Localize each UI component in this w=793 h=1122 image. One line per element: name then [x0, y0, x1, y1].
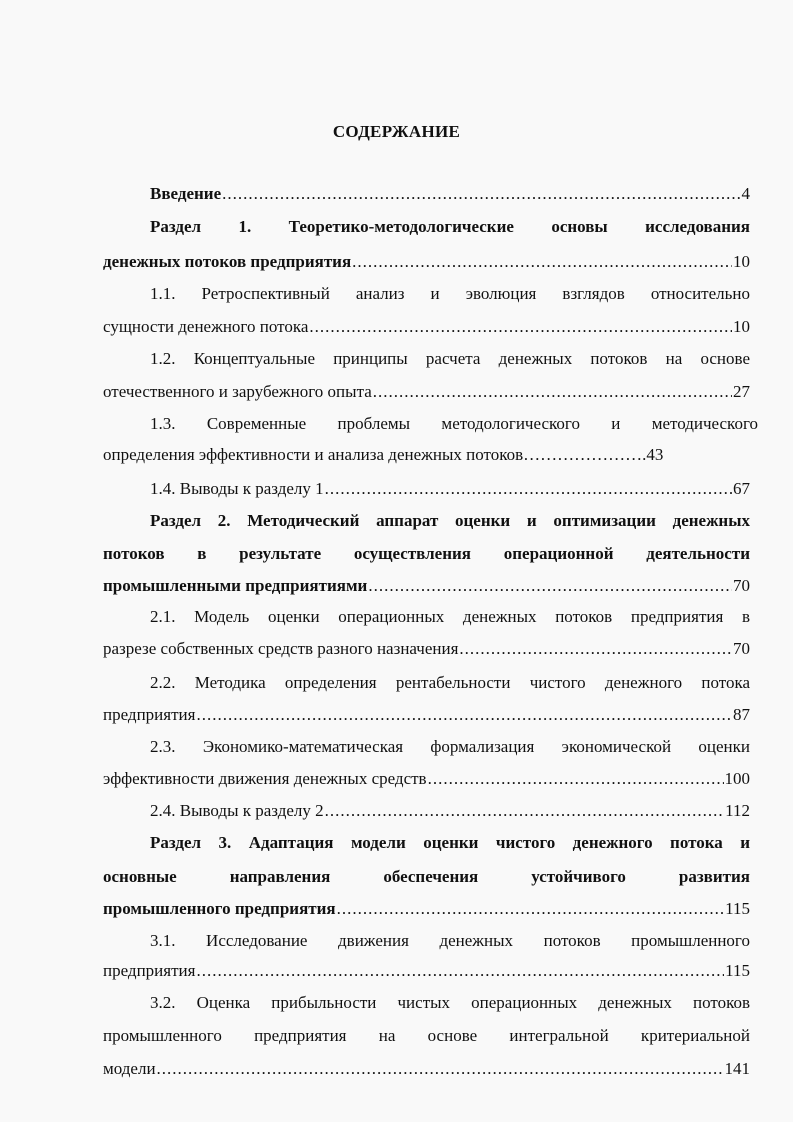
toc-page-number: 10 [733, 317, 750, 336]
toc-page-number: 67 [733, 479, 750, 498]
toc-page-number: 27 [733, 382, 750, 401]
toc-entry-section-1-line-2[interactable] [103, 251, 750, 273]
toc-leader-dots [368, 575, 732, 597]
toc-leader-dots [196, 704, 732, 726]
toc-page-number: 87 [733, 705, 750, 724]
toc-entry-section-1-line-1[interactable]: Раздел 1. Теоретико-методологические основы исследования [150, 217, 750, 236]
toc-entry-text: предприятия [103, 705, 196, 724]
toc-entry-section-2-line-2[interactable]: потоков в результате осуществления операционной деятельности [103, 544, 750, 563]
toc-leader-dots [325, 478, 732, 500]
toc-entry-1-1-line-1[interactable]: 1.1. Ретроспективный анализ и эволюция взглядов относительно [150, 284, 750, 303]
toc-entry-3-2-line-2[interactable]: промышленного предприятия на основе интегральной критериальной [103, 1026, 750, 1045]
toc-entry-text: модели [103, 1059, 156, 1078]
toc-entry-text: денежных потоков предприятия [103, 252, 352, 271]
toc-entry-text: промышленными предприятиями [103, 576, 368, 595]
toc-entry-1-2-line-2[interactable] [103, 381, 750, 403]
toc-leader-dots [428, 768, 724, 790]
toc-page-number: 70 [733, 576, 750, 595]
toc-page-number: 4 [741, 184, 750, 203]
toc-entry-2-2-line-2[interactable] [103, 704, 750, 726]
toc-page-number: 115 [725, 899, 750, 918]
toc-entry-2-4[interactable] [103, 800, 750, 822]
toc-entry-1-1-line-2[interactable] [103, 316, 750, 338]
toc-entry-section-3-line-3[interactable] [103, 898, 750, 920]
toc-entry-1-4[interactable] [103, 478, 750, 500]
toc-entry-2-3-line-1[interactable]: 2.3. Экономико-математическая формализация экономической оценки [150, 737, 750, 756]
toc-entry-text: отечественного и зарубежного опыта [103, 382, 372, 401]
toc-entry-text: 2.4. Выводы к разделу 2 [150, 801, 324, 820]
toc-entry-text: сущности денежного потока [103, 317, 309, 336]
toc-entry-2-2-line-1[interactable]: 2.2. Методика определения рентабельности чистого денежного потока [150, 673, 750, 692]
toc-leader-dots [309, 316, 732, 338]
toc-leader-dots [325, 800, 724, 822]
toc-leader-dots [157, 1058, 724, 1080]
toc-entry-1-3-line-1[interactable]: 1.3. Современные проблемы методологического и методического [150, 414, 758, 433]
toc-entry-text: предприятия [103, 961, 196, 980]
toc-page-number: 43 [646, 445, 664, 464]
toc-entry-text: 1.4. Выводы к разделу 1 [150, 479, 324, 498]
toc-leader-dots [196, 960, 724, 982]
toc-entry-text: Введение [150, 184, 222, 203]
toc-entry-section-3-line-1[interactable]: Раздел 3. Адаптация модели оценки чистого денежного потока и [150, 833, 750, 852]
toc-entry-text: определения эффективности и анализа денежных потоков…………………. [103, 445, 647, 464]
toc-leader-dots [222, 183, 740, 205]
toc-page-number: 70 [733, 639, 750, 658]
toc-entry-text: эффективности движения денежных средств [103, 769, 427, 788]
toc-page-number: 100 [724, 769, 750, 788]
toc-entry-1-2-line-1[interactable]: 1.2. Концептуальные принципы расчета денежных потоков на основе [150, 349, 750, 368]
toc-page-number: 141 [724, 1059, 750, 1078]
toc-entry-section-2-line-1[interactable]: Раздел 2. Методический аппарат оценки и оптимизации денежных [150, 511, 750, 530]
toc-entry-text: промышленного предприятия [103, 899, 336, 918]
toc-entry-3-1-line-2[interactable] [103, 960, 750, 982]
toc-entry-2-1-line-2[interactable] [103, 638, 750, 660]
toc-leader-dots [459, 638, 732, 660]
toc-page-number: 115 [725, 961, 750, 980]
toc-entry-text: разрезе собственных средств разного назначения [103, 639, 459, 658]
toc-leader-dots [352, 251, 732, 273]
toc-page-number: 112 [725, 801, 750, 820]
toc-leader-dots [373, 381, 732, 403]
toc-leader-dots [337, 898, 725, 920]
toc-entry-3-2-line-3[interactable] [103, 1058, 750, 1080]
toc-entry-1-3-line-2[interactable] [103, 444, 763, 466]
toc-entry-intro[interactable] [103, 183, 750, 205]
toc-page-number: 10 [733, 252, 750, 271]
toc-entry-section-2-line-3[interactable] [103, 575, 750, 597]
toc-entry-2-1-line-1[interactable]: 2.1. Модель оценки операционных денежных потоков предприятия в [150, 607, 750, 626]
page-title: СОДЕРЖАНИЕ [332, 122, 461, 141]
toc-entry-2-3-line-2[interactable] [103, 768, 750, 790]
toc-entry-3-2-line-1[interactable]: 3.2. Оценка прибыльности чистых операционных денежных потоков [150, 993, 750, 1012]
toc-entry-3-1-line-1[interactable]: 3.1. Исследование движения денежных потоков промышленного [150, 931, 750, 950]
toc-entry-section-3-line-2[interactable]: основные направления обеспечения устойчивого развития [103, 867, 750, 886]
